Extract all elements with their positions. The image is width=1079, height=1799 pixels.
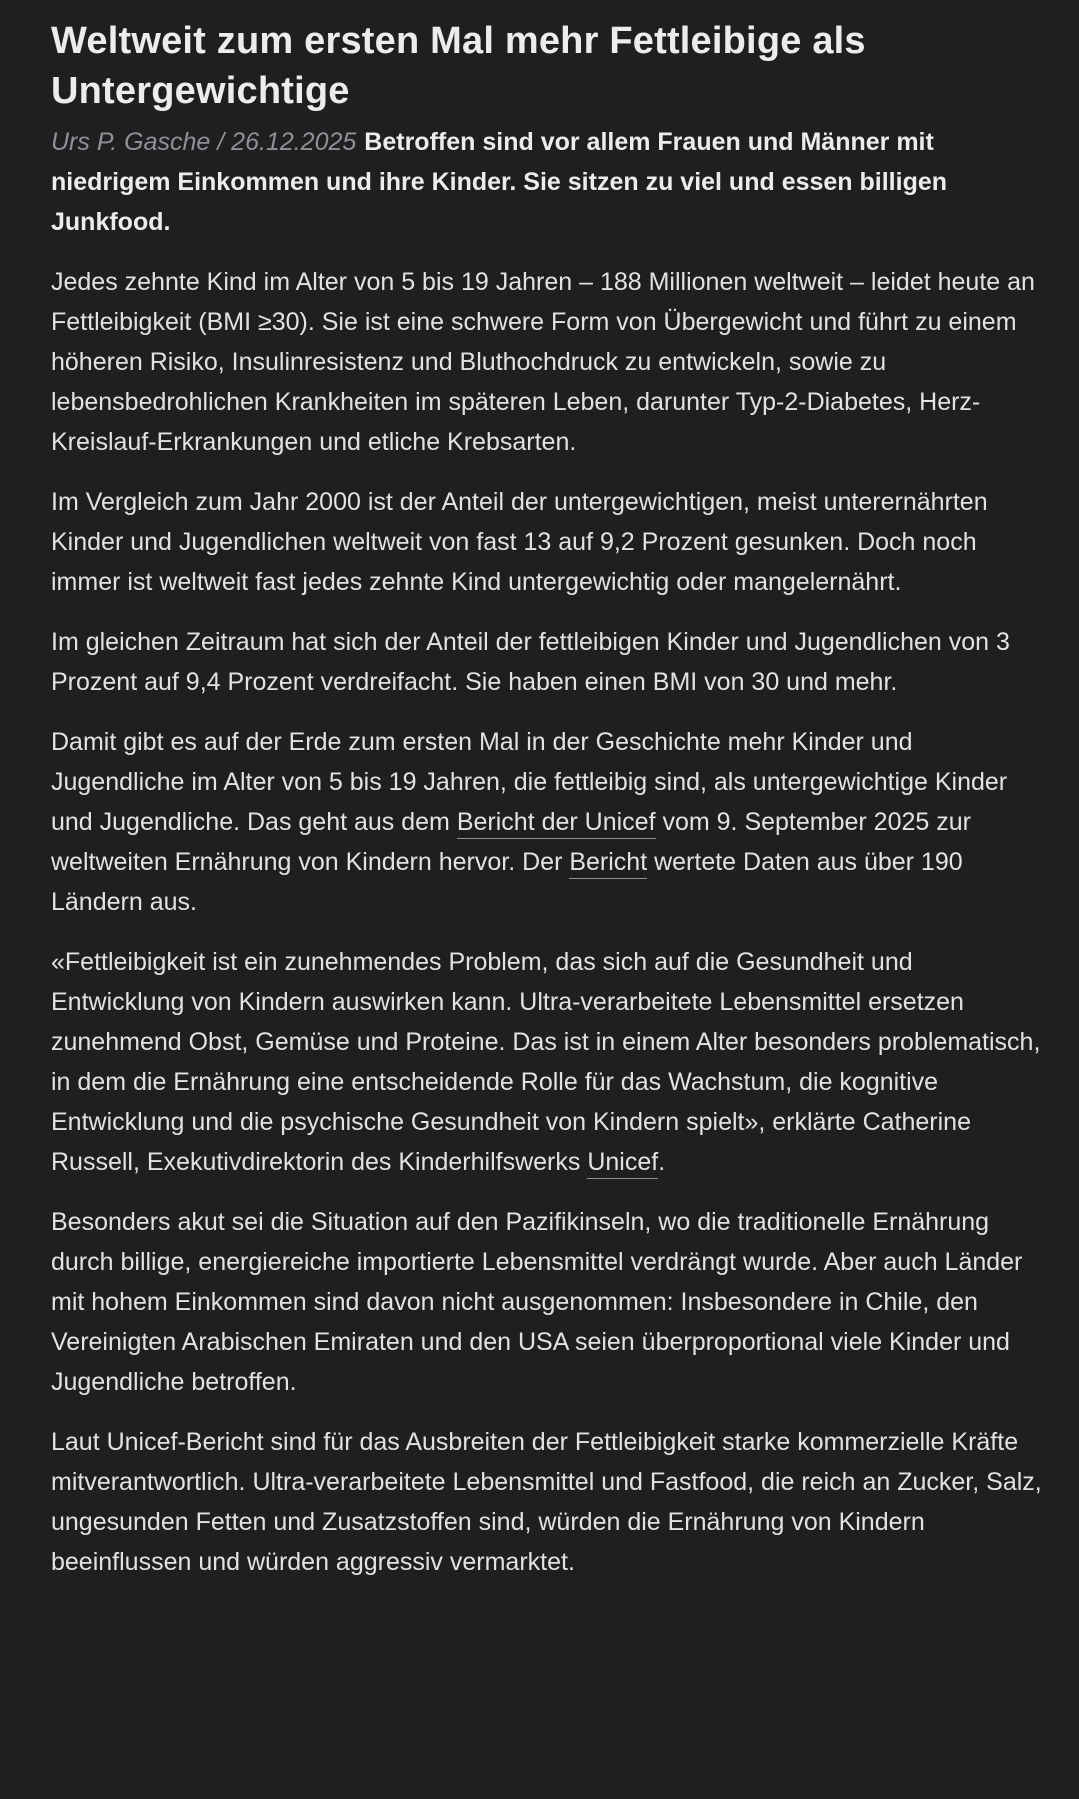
article-title: Weltweit zum ersten Mal mehr Fettleibige als Untergewichtige <box>51 20 866 112</box>
article-lead <box>51 122 1049 242</box>
paragraph-1: Jedes zehnte Kind im Alter von 5 bis 19 Jahren – 188 Millionen weltweit – leidet heute an Fettleibigkeit (BMI ≥30). Sie ist eine schwere Form von Übergewicht und führt zu einem höheren Risiko, Insulinresistenz und Bluthochdruck zu entwickeln, sowie zu lebensbedrohlichen Krankheiten im späteren Leben, darunter Typ-2-Diabetes, Herz-Kreislauf-Erkrankungen und etliche Krebsarten. <box>51 268 1035 456</box>
link-unicef[interactable]: Unicef <box>587 1148 658 1179</box>
paragraph-4-text-b: vom 9. September 2025 zur weltweiten Ernährung von Kindern hervor. Der <box>51 808 971 876</box>
paragraph-4-text-c: wertete Daten aus über 190 Ländern aus. <box>51 848 963 916</box>
paragraph-5-text-b: . <box>658 1148 666 1176</box>
author-date: Urs P. Gasche / 26.12.2025 <box>51 128 357 156</box>
lead-text: Betroffen sind vor allem Frauen und Männer mit niedrigem Einkommen und ihre Kinder. Sie sitzen zu viel und essen billigen Junkfood. <box>51 128 948 236</box>
link-report[interactable]: Bericht <box>569 848 647 879</box>
link-unicef-report[interactable]: Bericht der Unicef <box>457 808 656 839</box>
paragraph-5 <box>51 942 1049 1182</box>
paragraph-5-text-a: «Fettleibigkeit ist ein zunehmendes Problem, das sich auf die Gesundheit und Entwicklung von Kindern auswirken kann. Ultra-verarbeitete Lebensmittel ersetzen zunehmend Obst, Gemüse und Proteine. Das ist in einem Alter besonders problematisch, in dem die Ernährung eine entscheidende Rolle für das Wachstum, die kognitive Entwicklung und die psychische Gesundheit von Kindern spielt», erklärte Catherine Russell, Exekutivdirektorin des Kinderhilfswerks <box>51 948 1041 1176</box>
paragraph-4 <box>51 722 1049 922</box>
paragraph-7: Laut Unicef-Bericht sind für das Ausbreiten der Fettleibigkeit starke kommerzielle Kräfte mitverantwortlich. Ultra-verarbeitete Lebensmittel und Fastfood, die reich an Zucker, Salz, ungesunden Fetten und Zusatzstoffen sind, würden die Ernährung von Kindern beeinflussen und würden aggressiv vermarktet. <box>51 1428 1042 1576</box>
paragraph-3: Im gleichen Zeitraum hat sich der Anteil der fettleibigen Kinder und Jugendlichen von 3 Prozent auf 9,4 Prozent verdreifacht. Sie haben einen BMI von 30 und mehr. <box>51 628 1010 696</box>
paragraph-6: Besonders akut sei die Situation auf den Pazifikinseln, wo die traditionelle Ernährung durch billige, energiereiche importierte Lebensmittel verdrängt wurde. Aber auch Länder mit hohem Einkommen sind davon nicht ausgenommen: Insbesondere in Chile, den Vereinigten Arabischen Emiraten und den USA seien überproportional viele Kinder und Jugendliche betroffen. <box>51 1208 1023 1396</box>
paragraph-4-text-a: Damit gibt es auf der Erde zum ersten Mal in der Geschichte mehr Kinder und Jugendliche im Alter von 5 bis 19 Jahren, die fettleibig sind, als untergewichtige Kinder und Jugendliche. Das geht aus dem <box>51 728 1008 836</box>
paragraph-2: Im Vergleich zum Jahr 2000 ist der Anteil der untergewichtigen, meist unterernährten Kinder und Jugendlichen weltweit von fast 13 auf 9,2 Prozent gesunken. Doch noch immer ist weltweit fast jedes zehnte Kind untergewichtig oder mangelernährt. <box>51 488 988 596</box>
